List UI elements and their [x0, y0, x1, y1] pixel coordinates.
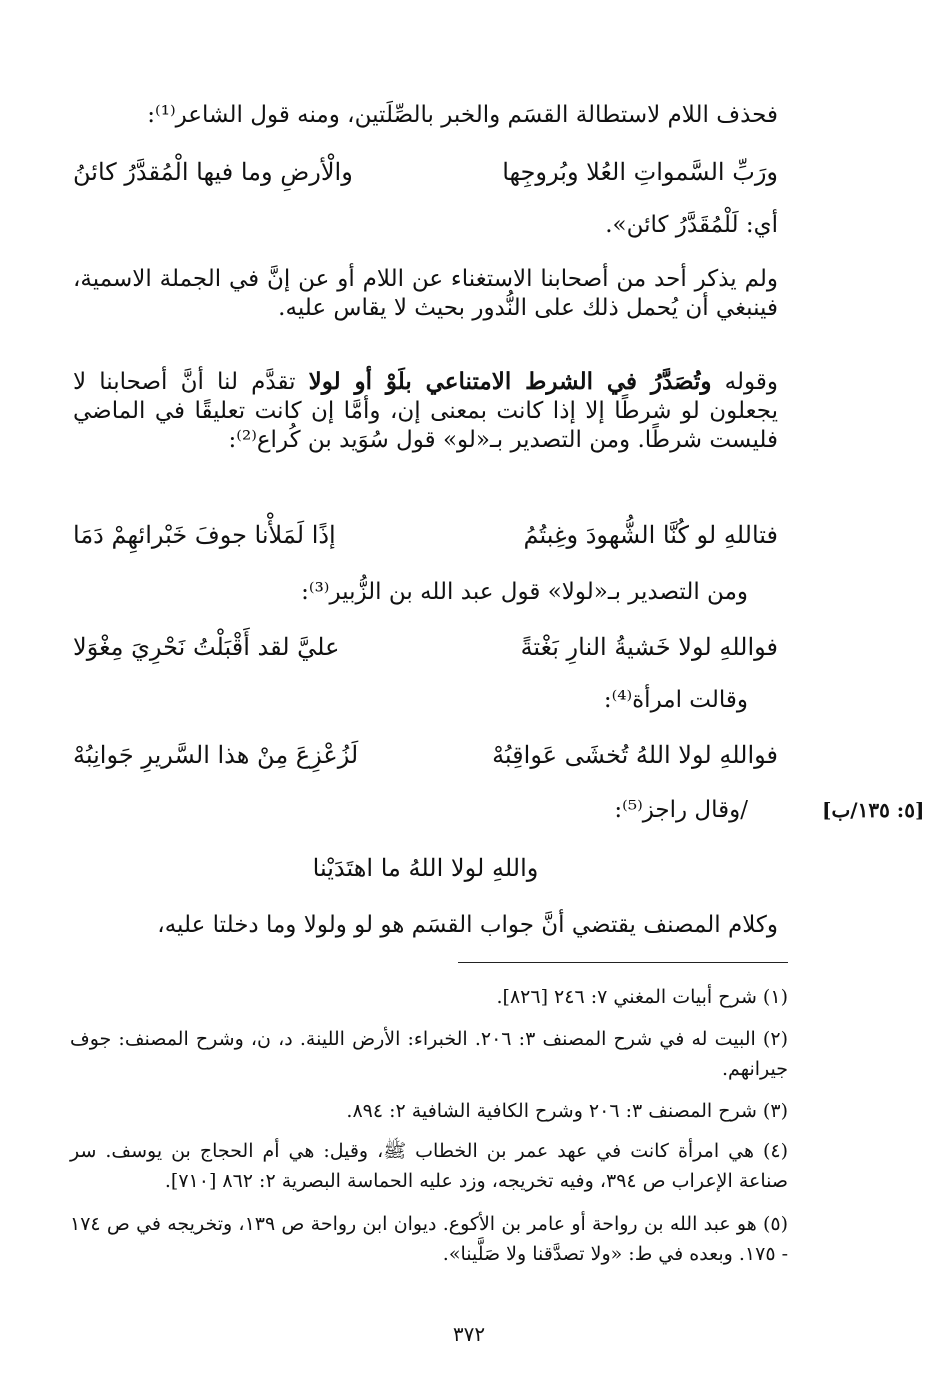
- verse-1-first-hemistich: ورَبِّ السَّمواتِ العُلا وبُروجِها: [502, 158, 778, 186]
- paragraph-final: وكلام المصنف يقتضي أنَّ جواب القسَم هو لو ولولا وما دخلتا عليه،: [157, 912, 778, 938]
- verse-3-second-hemistich: عليَّ لقد أَقْبَلْتُ نَحْرِيَ مِغْوَلا: [73, 633, 340, 661]
- paragraph-lawla-intro: ومن التصدير بـ«لولا» قول عبد الله بن الزُّبير⁽³⁾:: [301, 579, 748, 605]
- verse-3-first-hemistich: فواللهِ لولا خَشيةُ النارِ بَغْتةً: [520, 633, 778, 661]
- verse-5: واللهِ لولا اللهُ ما اهتَدَيْنا: [312, 854, 539, 882]
- paragraph-explanation: أي: لَلْمُقَدَّرُ كائن».: [605, 212, 778, 238]
- verse-2-first-hemistich: فتاللهِ لو كُنَّا الشُّهودَ وغِبتُمُ: [523, 521, 778, 549]
- paragraph-lam-omission: ولم يذكر أحد من أصحابنا الاستغناء عن اللام أو عن إنَّ في الجملة الاسمية، فينبغي أن يُحمل ذلك على النُّدور بحيث لا يقاس عليه.: [73, 266, 778, 321]
- paragraph-conditional: [73, 367, 778, 455]
- page-number: ٣٧٢: [452, 1322, 486, 1346]
- footnote-separator: [458, 962, 788, 963]
- manuscript-folio-marker: [٥: ١٣٥/ب]: [822, 798, 925, 822]
- verse-4: [73, 740, 778, 770]
- paragraph-woman-intro: وقالت امرأة⁽⁴⁾:: [603, 687, 748, 713]
- verse-1: [73, 157, 778, 187]
- footnote-5: (٥) هو عبد الله بن رواحة أو عامر بن الأكوع. ديوان ابن رواحة ص ١٣٩، وتخريجه في ص ١٧٤ - ١٧٥. وبعده في ط: «ولا تصدَّقنا ولا صَلَّينا».: [70, 1213, 789, 1265]
- paragraph-conditional-body: تقدَّم لنا أنَّ أصحابنا لا يجعلون لو شرطًا إلا إذا كانت بمعنى إن، وأمَّا إن كانت تعليقًا في الماضي فليست شرطًا. ومن التصدير بـ«لو» قول سُوَيد بن كُراع⁽²⁾:: [73, 369, 778, 453]
- footnote-1: (١) شرح أبيات المغني ٧: ٢٤٦ [٨٢٦].: [496, 986, 788, 1008]
- paragraph-intro: فحذف اللام لاستطالة القسَم والخبر بالصِّلَتين، ومنه قول الشاعر⁽¹⁾:: [147, 102, 778, 128]
- verse-4-first-hemistich: فواللهِ لولا اللهُ تُخشَى عَواقِبُهْ: [492, 741, 778, 769]
- verse-4-second-hemistich: لَزُعْزِعَ مِنْ هذا السَّريرِ جَوانِبُهْ: [73, 741, 359, 769]
- footnote-3: (٣) شرح المصنف ٣: ٢٠٦ وشرح الكافية الشافية ٢: ٨٩٤.: [346, 1100, 788, 1122]
- footnote-2: (٢) البيت له في شرح المصنف ٣: ٢٠٦. الخبراء: الأرض اللينة. د، ن، وشرح المصنف: جوف جيرانهم.: [70, 1028, 788, 1080]
- verse-2: [73, 520, 778, 550]
- verse-3: [73, 632, 778, 662]
- verse-2-second-hemistich: إذًا لَمَلأْنا جوفَ خَبْرائهِمْ دَمَا: [73, 521, 336, 549]
- footnote-4: (٤) هي امرأة كانت في عهد عمر بن الخطاب ﷺ، وقيل: هي أم الحجاج بن يوسف. سر صناعة الإعراب ص ٣٩٤، وفيه تخريجه، وزد عليه الحماسة البصرية ٢: ٨٦٢ [٧١٠].: [70, 1140, 788, 1192]
- paragraph-conditional-intro: وقوله: [711, 369, 779, 395]
- verse-1-second-hemistich: والْأرضِ وما فيها الْمُقدَّرُ كائنُ: [73, 158, 353, 186]
- paragraph-rajiz-intro: /وقال راجز⁽⁵⁾:: [614, 797, 748, 823]
- quoted-matn-text: وتُصَدَّرُ في الشرط الامتناعي بلَوْ أو لولا: [308, 368, 712, 395]
